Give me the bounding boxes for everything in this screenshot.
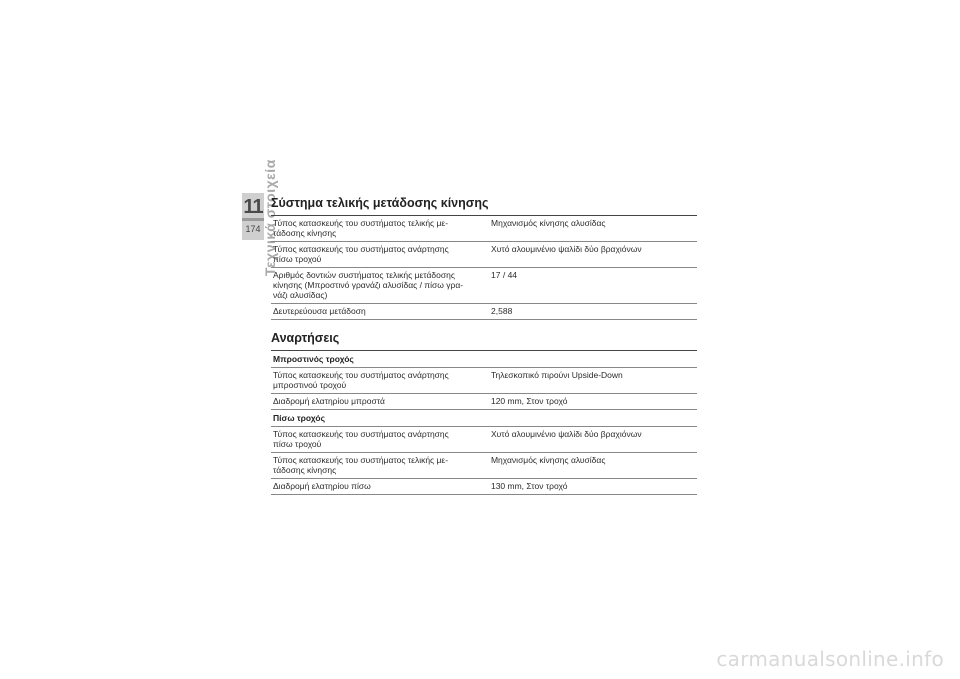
front-wheel-title: Μπροστινός τροχός — [271, 351, 697, 368]
chapter-number: 11 — [243, 196, 263, 218]
subheading-row — [271, 410, 697, 427]
table-row — [271, 479, 697, 495]
table-row — [271, 368, 697, 394]
site-watermark: carmanualsonline.info — [716, 647, 944, 671]
suspension-table — [271, 350, 697, 495]
row-value: Μηχανισμός κίνησης αλυσίδας — [489, 453, 697, 479]
chapter-tab — [242, 193, 264, 240]
section-heading-suspension: Αναρτήσεις — [271, 331, 340, 345]
section-heading-final-drive: Σύστημα τελικής μετάδοσης κίνησης — [271, 196, 489, 210]
table-row — [271, 268, 697, 304]
row-value: 130 mm, Στον τροχό — [489, 479, 697, 495]
table-row — [271, 242, 697, 268]
row-value: 2,588 — [489, 304, 697, 320]
row-value: Χυτό αλουμινένιο ψαλίδι δύο βραχιόνων — [489, 242, 697, 268]
table-row — [271, 427, 697, 453]
row-label: Τύπος κατασκευής του συστήματος ανάρτησης πίσω τροχού — [271, 242, 489, 268]
table-row — [271, 453, 697, 479]
rear-wheel-title: Πίσω τροχός — [271, 410, 697, 427]
row-label: Διαδρομή ελατηρίου πίσω — [271, 479, 489, 495]
table-row — [271, 304, 697, 320]
final-drive-table — [271, 215, 697, 320]
subheading-row — [271, 351, 697, 368]
row-label: Διαδρομή ελατηρίου μπροστά — [271, 394, 489, 410]
table-row — [271, 216, 697, 242]
row-label: Τύπος κατασκευής του συστήματος ανάρτησης μπροστινού τροχού — [271, 368, 489, 394]
row-value: Μηχανισμός κίνησης αλυσίδας — [489, 216, 697, 242]
row-value: 17 / 44 — [489, 268, 697, 304]
chapter-divider — [242, 218, 264, 221]
row-label: Δευτερεύουσα μετάδοση — [271, 304, 489, 320]
row-label: Τύπος κατασκευής του συστήματος ανάρτησης πίσω τροχού — [271, 427, 489, 453]
page-content — [271, 195, 697, 495]
row-value: 120 mm, Στον τροχό — [489, 394, 697, 410]
table-row — [271, 394, 697, 410]
row-label: Αριθμός δοντιών συστήματος τελικής μετάδοσης κίνησης (Μπροστινό γρανάζι αλυσίδας / πίσω γρα- νάζι αλυσίδας) — [271, 268, 489, 304]
row-label: Τύπος κατασκευής του συστήματος τελικής με- τάδοσης κίνησης — [271, 453, 489, 479]
row-label: Τύπος κατασκευής του συστήματος τελικής με- τάδοσης κίνησης — [271, 216, 489, 242]
page-number: 174 — [245, 224, 261, 234]
row-value: Τηλεσκοπικό πιρούνι Upside-Down — [489, 368, 697, 394]
chapter-side-title: Τεχνικά στοιχεία — [262, 159, 278, 276]
row-value: Χυτό αλουμινένιο ψαλίδι δύο βραχιόνων — [489, 427, 697, 453]
